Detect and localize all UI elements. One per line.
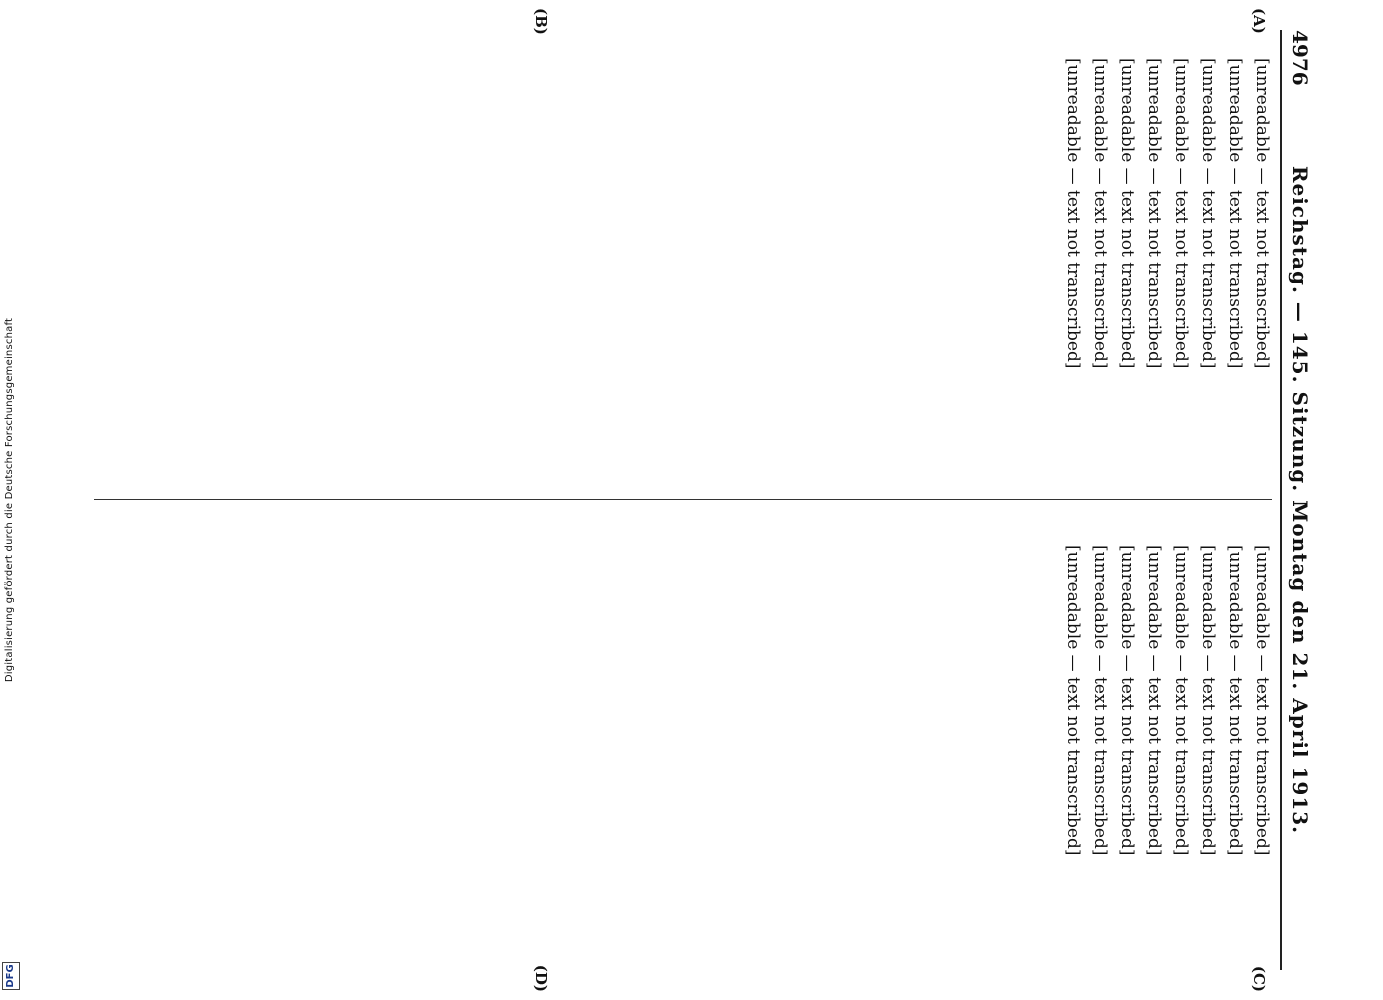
margin-letter-a: (A) [1250, 8, 1268, 34]
page-header [1280, 30, 1318, 970]
margin-letter-c: (C) [1250, 965, 1268, 992]
running-head: Reichstag. — 145. Sitzung. Montag den 21. April 1913. [1288, 165, 1312, 835]
left-paragraph: [unreadable — text not transcribed] [1198, 58, 1218, 369]
left-paragraph: [unreadable — text not transcribed] [1144, 58, 1164, 369]
left-paragraph: [unreadable — text not transcribed] [1252, 58, 1272, 369]
right-paragraph: [unreadable — text not transcribed] [1252, 545, 1272, 856]
right-paragraph: [unreadable — text not transcribed] [1198, 545, 1218, 856]
column-divider [94, 499, 1272, 500]
left-column [94, 34, 1272, 479]
margin-letter-b: (B) [532, 8, 550, 35]
left-paragraph: [unreadable — text not transcribed] [1171, 58, 1191, 369]
digitization-note-text: Digitalisierung gefördert durch die Deutsche Forschungsgemeinschaft [4, 317, 15, 683]
left-paragraph: [unreadable — text not transcribed] [1225, 58, 1245, 369]
digitization-note [0, 0, 22, 1000]
page-number: 4976 [1288, 30, 1312, 86]
dfg-logo-text: DFG [5, 964, 16, 988]
right-paragraph: [unreadable — text not transcribed] [1225, 545, 1245, 856]
scanned-page [70, 0, 1330, 1000]
right-paragraph: [unreadable — text not transcribed] [1090, 545, 1110, 856]
right-column [94, 521, 1272, 966]
margin-letter-d: (D) [532, 964, 550, 992]
right-paragraph: [unreadable — text not transcribed] [1063, 545, 1083, 856]
right-paragraph: [unreadable — text not transcribed] [1117, 545, 1137, 856]
right-paragraph: [unreadable — text not transcribed] [1144, 545, 1164, 856]
dfg-logo [2, 962, 20, 990]
left-paragraph: [unreadable — text not transcribed] [1117, 58, 1137, 369]
right-paragraph: [unreadable — text not transcribed] [1171, 545, 1191, 856]
left-paragraph: [unreadable — text not transcribed] [1090, 58, 1110, 369]
left-paragraph: [unreadable — text not transcribed] [1063, 58, 1083, 369]
